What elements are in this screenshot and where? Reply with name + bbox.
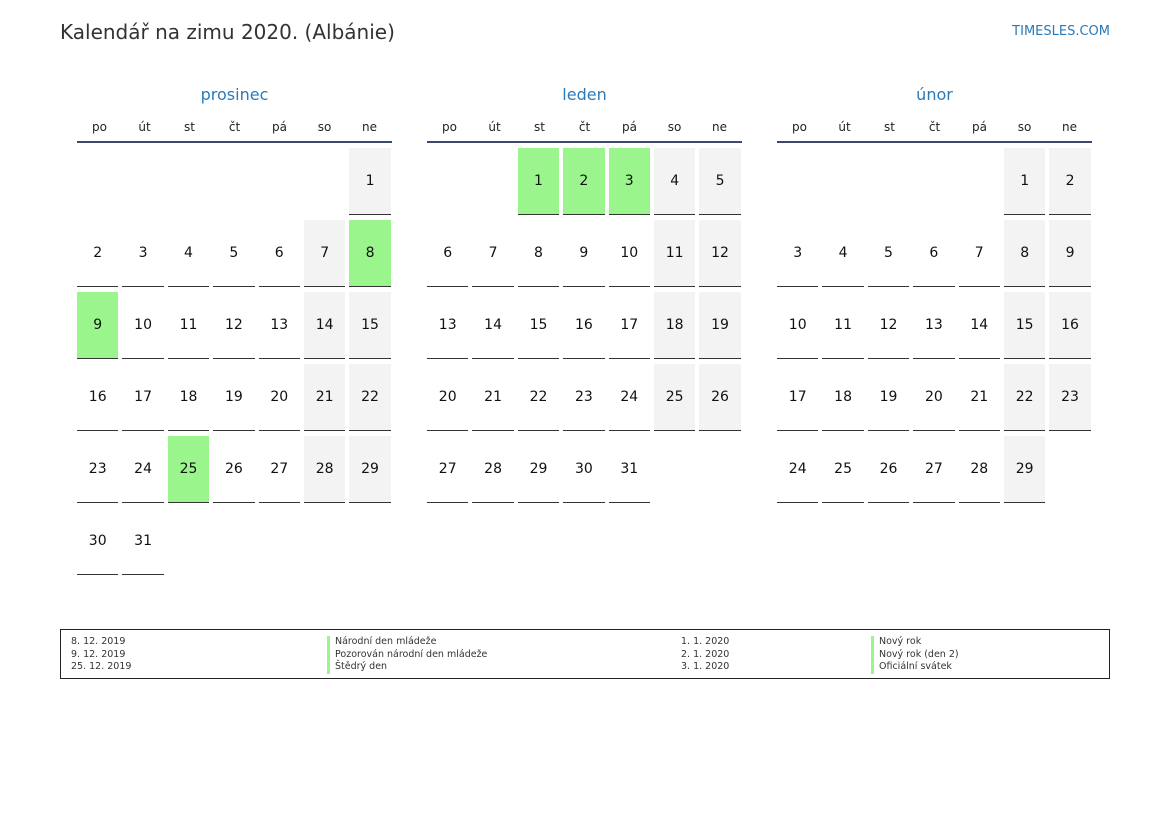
empty-cell (77, 148, 118, 214)
empty-cell (472, 148, 513, 214)
page-title: Kalendář na zimu 2020. (Albánie) (60, 20, 395, 44)
day-cell: 18 (822, 364, 863, 431)
legend-names-left (327, 636, 487, 674)
day-grid (427, 148, 742, 503)
day-cell: 2 (563, 148, 604, 215)
day-cell: 28 (472, 436, 513, 503)
weekday-label: po (792, 120, 807, 134)
day-cell: 31 (122, 508, 163, 575)
empty-cell (868, 148, 909, 214)
day-cell: 25 (168, 436, 209, 503)
weekday-header (777, 113, 1092, 143)
day-cell: 7 (959, 220, 1000, 287)
brand-link[interactable]: TIMESLES.COM (1012, 24, 1110, 39)
day-cell: 26 (699, 364, 740, 431)
day-cell: 26 (868, 436, 909, 503)
weekday-label: pá (972, 120, 987, 134)
day-cell: 25 (654, 364, 695, 431)
weekday-label: so (667, 120, 682, 134)
holiday-legend (60, 629, 1110, 679)
day-grid (777, 148, 1092, 503)
legend-dates-right (681, 636, 729, 674)
weekday-label: st (884, 120, 895, 134)
weekday-label: út (138, 120, 151, 134)
day-cell: 3 (122, 220, 163, 287)
day-cell: 29 (349, 436, 390, 503)
day-cell: 18 (168, 364, 209, 431)
day-cell: 24 (122, 436, 163, 503)
weekday-header (427, 113, 742, 143)
month-name: leden (562, 85, 607, 104)
month-name: prosinec (200, 85, 269, 104)
day-cell: 12 (213, 292, 254, 359)
day-cell: 20 (259, 364, 300, 431)
weekday-label: st (184, 120, 195, 134)
day-cell: 14 (959, 292, 1000, 359)
day-cell: 1 (1004, 148, 1045, 215)
legend-date: 8. 12. 2019 (71, 636, 126, 647)
day-cell: 20 (913, 364, 954, 431)
empty-cell (259, 148, 300, 214)
day-cell: 1 (518, 148, 559, 215)
empty-cell (168, 148, 209, 214)
month-name: únor (916, 85, 953, 104)
day-grid (77, 148, 392, 575)
weekday-label: so (317, 120, 332, 134)
month-calendar (77, 83, 392, 575)
day-cell: 23 (1049, 364, 1090, 431)
empty-cell (304, 148, 345, 214)
day-cell: 10 (122, 292, 163, 359)
day-cell: 8 (349, 220, 390, 287)
weekday-label: út (488, 120, 501, 134)
weekday-label: út (838, 120, 851, 134)
day-cell: 10 (777, 292, 818, 359)
day-cell: 23 (563, 364, 604, 431)
day-cell: 15 (518, 292, 559, 359)
day-cell: 16 (1049, 292, 1090, 359)
empty-cell (959, 148, 1000, 214)
day-cell: 27 (913, 436, 954, 503)
day-cell: 9 (77, 292, 118, 359)
day-cell: 16 (77, 364, 118, 431)
legend-names-right (871, 636, 959, 674)
day-cell: 4 (654, 148, 695, 215)
day-cell: 5 (213, 220, 254, 287)
day-cell: 19 (699, 292, 740, 359)
day-cell: 13 (259, 292, 300, 359)
empty-cell (822, 148, 863, 214)
day-cell: 6 (259, 220, 300, 287)
day-cell: 1 (349, 148, 390, 215)
day-cell: 28 (959, 436, 1000, 503)
day-cell: 22 (349, 364, 390, 431)
day-cell: 30 (563, 436, 604, 503)
legend-holiday-name: Národní den mládeže (327, 636, 487, 649)
weekday-label: po (92, 120, 107, 134)
month-calendar (777, 83, 1092, 503)
empty-cell (913, 148, 954, 214)
day-cell: 5 (868, 220, 909, 287)
day-cell: 9 (1049, 220, 1090, 287)
day-cell: 3 (609, 148, 650, 215)
day-cell: 8 (1004, 220, 1045, 287)
day-cell: 28 (304, 436, 345, 503)
day-cell: 27 (427, 436, 468, 503)
day-cell: 12 (699, 220, 740, 287)
weekday-label: ne (712, 120, 727, 134)
day-cell: 22 (1004, 364, 1045, 431)
day-cell: 21 (304, 364, 345, 431)
day-cell: 21 (472, 364, 513, 431)
legend-holiday-name: Nový rok (871, 636, 959, 649)
legend-date: 9. 12. 2019 (71, 648, 126, 660)
day-cell: 17 (122, 364, 163, 431)
day-cell: 8 (518, 220, 559, 287)
day-cell: 7 (472, 220, 513, 287)
day-cell: 19 (213, 364, 254, 431)
weekday-label: st (534, 120, 545, 134)
day-cell: 24 (609, 364, 650, 431)
day-cell: 9 (563, 220, 604, 287)
weekday-label: ne (1062, 120, 1077, 134)
day-cell: 15 (1004, 292, 1045, 359)
day-cell: 6 (427, 220, 468, 287)
day-cell: 26 (213, 436, 254, 503)
day-cell: 19 (868, 364, 909, 431)
day-cell: 2 (77, 220, 118, 287)
day-cell: 21 (959, 364, 1000, 431)
legend-holiday-name: Nový rok (den 2) (871, 649, 959, 662)
day-cell: 18 (654, 292, 695, 359)
day-cell: 11 (654, 220, 695, 287)
empty-cell (213, 148, 254, 214)
legend-date: 25. 12. 2019 (71, 661, 132, 672)
day-cell: 31 (609, 436, 650, 503)
weekday-label: čt (928, 120, 941, 134)
weekday-label: pá (622, 120, 637, 134)
day-cell: 14 (304, 292, 345, 359)
day-cell: 13 (913, 292, 954, 359)
weekday-header (77, 113, 392, 143)
empty-cell (122, 148, 163, 214)
day-cell: 4 (822, 220, 863, 287)
weekday-label: ne (362, 120, 377, 134)
legend-date: 3. 1. 2020 (681, 661, 730, 672)
day-cell: 11 (822, 292, 863, 359)
day-cell: 16 (563, 292, 604, 359)
legend-holiday-name: Oficiální svátek (871, 661, 959, 674)
day-cell: 13 (427, 292, 468, 359)
day-cell: 12 (868, 292, 909, 359)
day-cell: 17 (777, 364, 818, 431)
day-cell: 3 (777, 220, 818, 287)
day-cell: 15 (349, 292, 390, 359)
day-cell: 20 (427, 364, 468, 431)
weekday-label: čt (228, 120, 241, 134)
day-cell: 22 (518, 364, 559, 431)
day-cell: 2 (1049, 148, 1090, 215)
day-cell: 7 (304, 220, 345, 287)
day-cell: 17 (609, 292, 650, 359)
legend-date: 1. 1. 2020 (681, 636, 730, 647)
day-cell: 14 (472, 292, 513, 359)
empty-cell (777, 148, 818, 214)
day-cell: 6 (913, 220, 954, 287)
day-cell: 29 (518, 436, 559, 503)
legend-date: 2. 1. 2020 (681, 648, 730, 660)
legend-holiday-name: Pozorován národní den mládeže (327, 649, 487, 662)
weekday-label: po (442, 120, 457, 134)
day-cell: 23 (77, 436, 118, 503)
empty-cell (427, 148, 468, 214)
day-cell: 27 (259, 436, 300, 503)
weekday-label: pá (272, 120, 287, 134)
day-cell: 25 (822, 436, 863, 503)
day-cell: 5 (699, 148, 740, 215)
day-cell: 10 (609, 220, 650, 287)
day-cell: 29 (1004, 436, 1045, 503)
month-calendar (427, 83, 742, 503)
day-cell: 4 (168, 220, 209, 287)
day-cell: 11 (168, 292, 209, 359)
weekday-label: čt (578, 120, 591, 134)
legend-holiday-name: Štědrý den (327, 661, 487, 674)
weekday-label: so (1017, 120, 1032, 134)
day-cell: 24 (777, 436, 818, 503)
day-cell: 30 (77, 508, 118, 575)
legend-dates-left (71, 636, 131, 674)
